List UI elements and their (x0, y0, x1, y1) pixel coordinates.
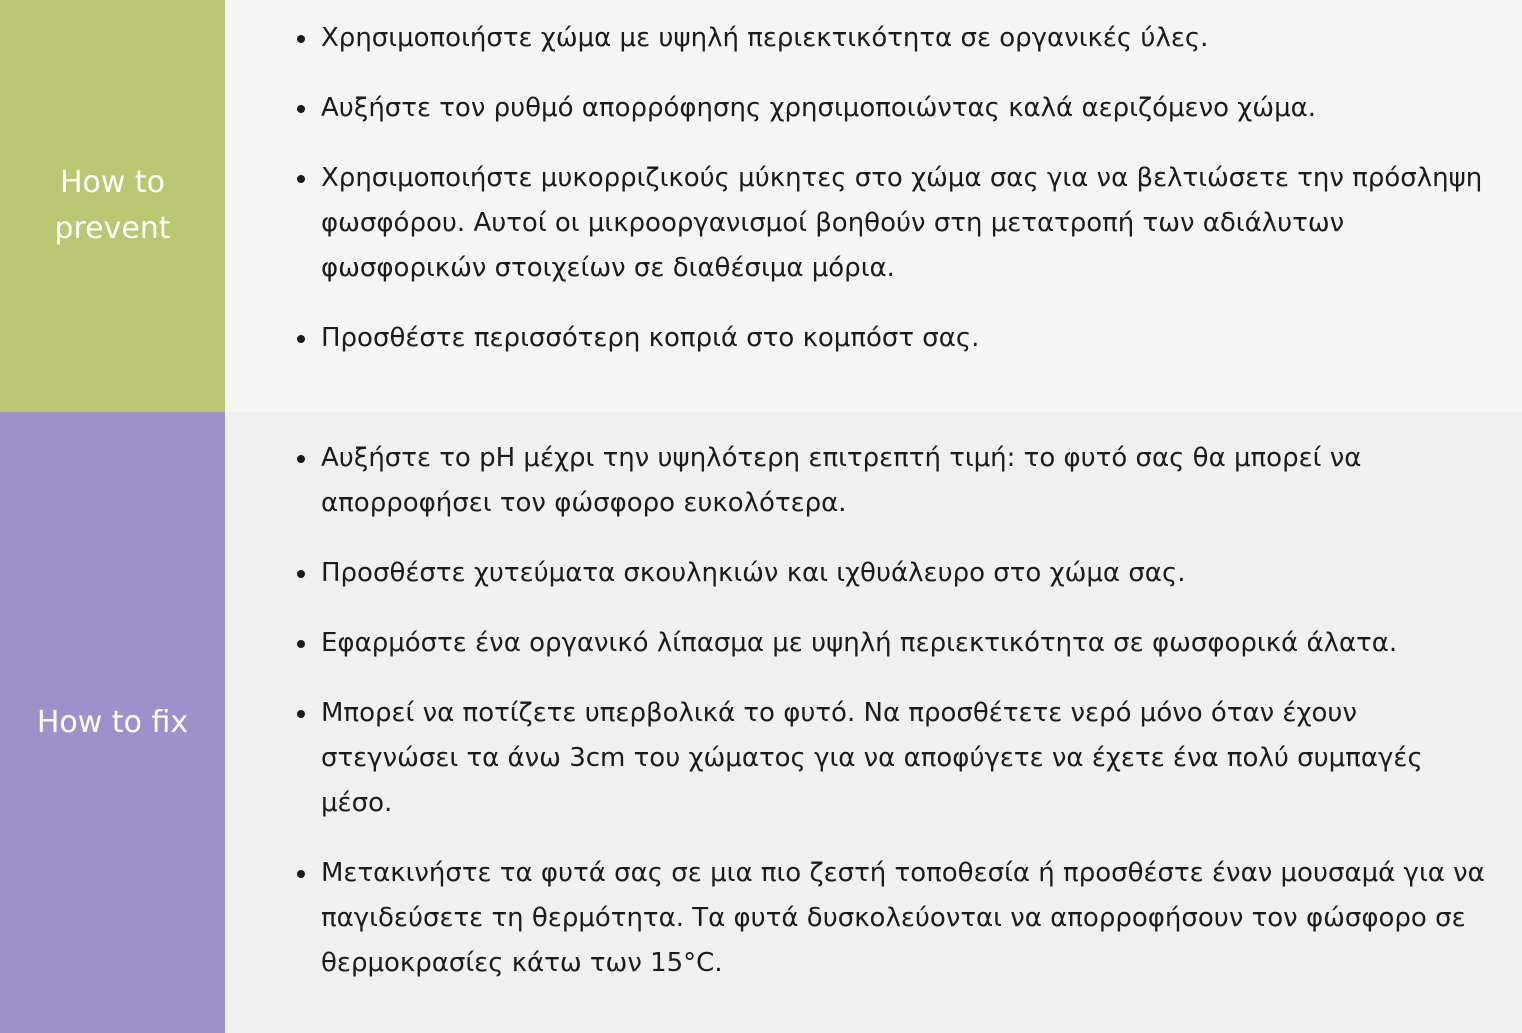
fix-list-item: Αυξήστε το pH μέχρι την υψηλότερη επιτρεπτή τιμή: το φυτό σας θα μπορεί να απορροφήσει τον φώσφορο ευκολότερα. (321, 436, 1486, 526)
prevent-list-item: Χρησιμοποιήστε χώμα με υψηλή περιεκτικότητα σε οργανικές ύλες. (321, 16, 1486, 61)
fix-list-item: Εφαρμόστε ένα οργανικό λίπασμα με υψηλή περιεκτικότητα σε φωσφορικά άλατα. (321, 621, 1486, 666)
prevent-label: How to prevent (0, 0, 225, 412)
prevent-list-item: Χρησιμοποιήστε μυκορριζικούς μύκητες στο χώμα σας για να βελτιώσετε την πρόσληψη φωσφόρου. Αυτοί οι μικροοργανισμοί βοηθούν στη μετατροπή των αδιάλυτων φωσφορικών στοιχείων σε διαθέσιμα μόρια. (321, 156, 1486, 291)
fix-list (225, 436, 1522, 986)
prevent-list (225, 16, 1522, 361)
fix-content (225, 412, 1522, 1033)
prevent-list-item: Αυξήστε τον ρυθμό απορρόφησης χρησιμοποιώντας καλά αεριζόμενο χώμα. (321, 86, 1486, 131)
fix-list-item: Προσθέστε χυτεύματα σκουληκιών και ιχθυάλευρο στο χώμα σας. (321, 551, 1486, 596)
prevent-content (225, 0, 1522, 412)
fix-row (0, 412, 1522, 1033)
fix-list-item: Μπορεί να ποτίζετε υπερβολικά το φυτό. Να προσθέτετε νερό μόνο όταν έχουν στεγνώσει τα άνω 3cm του χώματος για να αποφύγετε να έχετε ένα πολύ συμπαγές μέσο. (321, 691, 1486, 826)
prevent-list-item: Προσθέστε περισσότερη κοπριά στο κομπόστ σας. (321, 316, 1486, 361)
fix-label: How to fix (0, 412, 225, 1033)
prevent-row (0, 0, 1522, 412)
fix-list-item: Μετακινήστε τα φυτά σας σε μια πιο ζεστή τοποθεσία ή προσθέστε έναν μουσαμά για να παγιδεύσετε τη θερμότητα. Τα φυτά δυσκολεύονται να απορροφήσουν τον φώσφορο σε θερμοκρασίες κάτω των 15°C. (321, 851, 1486, 986)
